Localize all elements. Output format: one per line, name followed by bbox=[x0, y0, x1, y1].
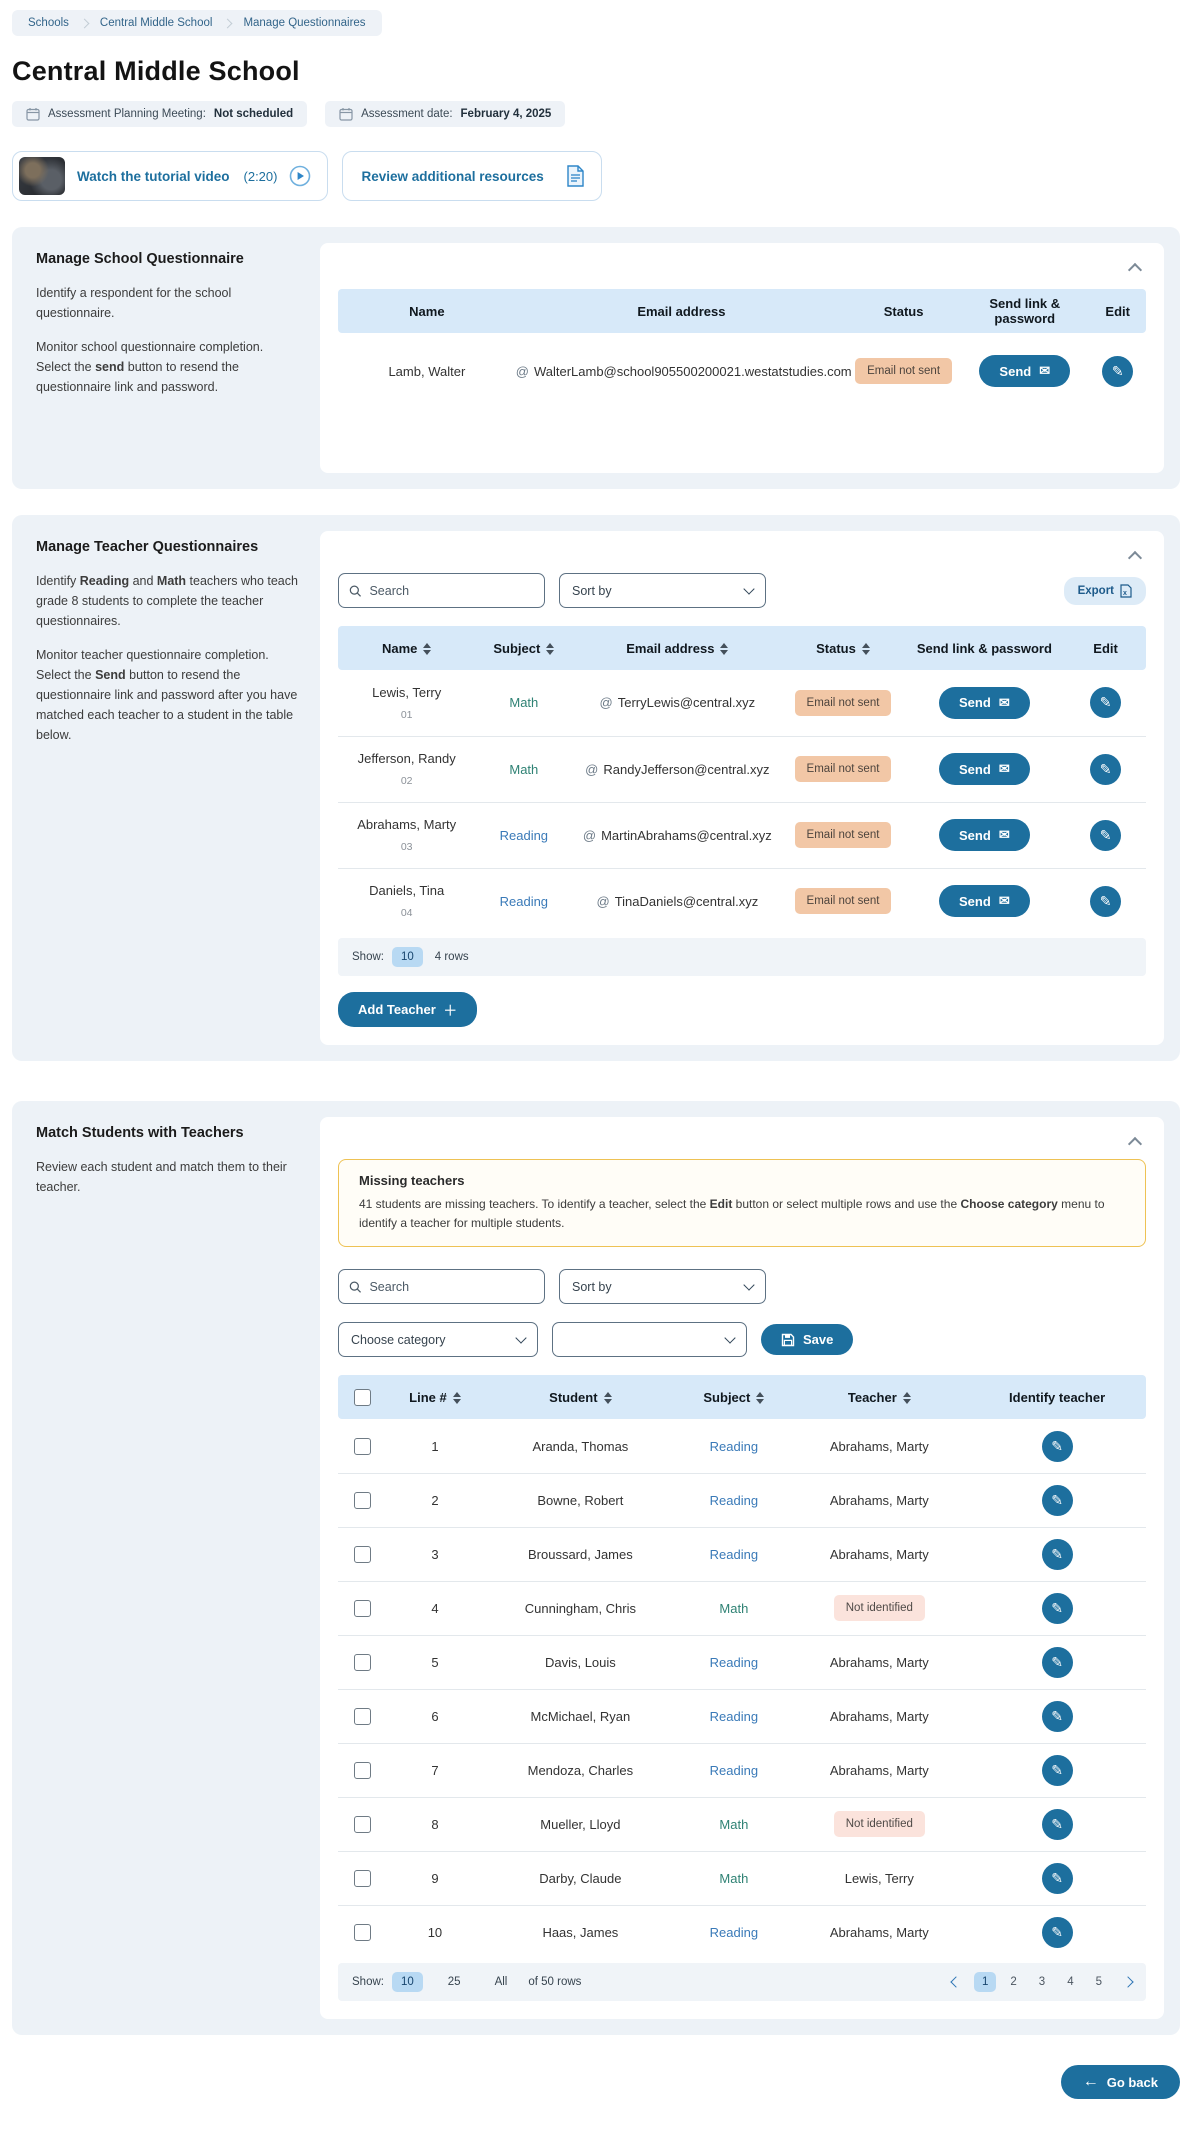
edit-pencil-icon: ✎ bbox=[1099, 694, 1112, 711]
student-name: Darby, Claude bbox=[483, 1851, 677, 1905]
envelope-icon: ✉ bbox=[998, 893, 1010, 909]
chevron-down-icon bbox=[743, 1280, 754, 1291]
row-select-cell bbox=[338, 1797, 386, 1851]
teacher-email: @ MartinAbrahams@central.xyz bbox=[572, 802, 782, 868]
row-select-cell bbox=[338, 1419, 386, 1473]
school-section-title: Manage School Questionnaire bbox=[36, 251, 244, 267]
next-page-icon[interactable] bbox=[1122, 1977, 1133, 1988]
line-number: 8 bbox=[386, 1797, 483, 1851]
row-checkbox[interactable] bbox=[354, 1492, 371, 1509]
row-checkbox[interactable] bbox=[354, 1438, 371, 1455]
identify-teacher-button[interactable] bbox=[1042, 1431, 1073, 1462]
teacher-email: @ TinaDaniels@central.xyz bbox=[596, 893, 759, 909]
send-cell bbox=[904, 802, 1066, 868]
student-table-footer bbox=[338, 1963, 1146, 2001]
school-questionnaire-section bbox=[12, 227, 1180, 489]
table-row bbox=[338, 1527, 1146, 1581]
identify-cell bbox=[968, 1635, 1146, 1689]
envelope-icon: ✉ bbox=[1039, 363, 1051, 378]
student-teacher bbox=[790, 1797, 968, 1851]
send-button[interactable]: Send ✉ bbox=[939, 753, 1030, 785]
page-2[interactable]: 2 bbox=[1010, 1976, 1017, 1989]
svg-text:x: x bbox=[1123, 589, 1127, 597]
edit-button[interactable] bbox=[1090, 754, 1121, 785]
student-subject: Reading bbox=[709, 1925, 759, 1941]
teacher-table-footer bbox=[338, 938, 1146, 976]
identify-teacher-button[interactable] bbox=[1042, 1863, 1073, 1894]
export-button[interactable]: Export x bbox=[1064, 577, 1146, 605]
chevron-down-icon bbox=[515, 1333, 526, 1344]
table-row bbox=[338, 1581, 1146, 1635]
page-4[interactable]: 4 bbox=[1067, 1976, 1074, 1989]
search-icon bbox=[349, 1280, 361, 1294]
school-section-p2: Monitor school questionnaire completion. Select the send button to resend the questionnaire link and password. bbox=[36, 340, 264, 394]
match-assign-controls bbox=[338, 1322, 1146, 1357]
table-row bbox=[338, 1851, 1146, 1905]
student-teacher: Abrahams, Marty bbox=[790, 1689, 968, 1743]
teacher-name: Lewis, Terry 01 bbox=[338, 670, 475, 736]
match-section-description: Review each student and match them to their teacher. bbox=[36, 1160, 287, 1194]
page-title: Central Middle School bbox=[12, 56, 300, 86]
col-email: Email address bbox=[516, 289, 847, 333]
edit-button[interactable] bbox=[1090, 687, 1121, 718]
line-number: 6 bbox=[386, 1689, 483, 1743]
breadcrumb bbox=[12, 10, 382, 36]
table-header-row bbox=[338, 289, 1146, 333]
at-icon: @ bbox=[596, 893, 610, 909]
row-checkbox[interactable] bbox=[354, 1816, 371, 1833]
table-row bbox=[338, 1905, 1146, 1959]
identify-cell bbox=[968, 1905, 1146, 1959]
identify-cell bbox=[968, 1743, 1146, 1797]
breadcrumb-school[interactable]: Central Middle School bbox=[99, 17, 213, 29]
planning-meeting-label: Assessment Planning Meeting: bbox=[48, 108, 206, 120]
row-select-cell bbox=[338, 1635, 386, 1689]
match-students-section bbox=[12, 1101, 1180, 2035]
student-name: Mueller, Lloyd bbox=[483, 1797, 677, 1851]
teacher-controls bbox=[338, 573, 1146, 608]
line-number: 10 bbox=[427, 1925, 443, 1941]
assessment-date-value: February 4, 2025 bbox=[460, 108, 552, 120]
student-teacher bbox=[790, 1581, 968, 1635]
table-row bbox=[338, 670, 1146, 736]
sort-icon[interactable] bbox=[903, 1392, 911, 1404]
respondent-name: Lamb, Walter bbox=[388, 363, 466, 379]
student-search-input[interactable] bbox=[369, 1280, 534, 1294]
table-row bbox=[338, 736, 1146, 802]
student-teacher: Abrahams, Marty bbox=[790, 1419, 968, 1473]
status-badge: Email not sent bbox=[795, 822, 892, 848]
table-header-row bbox=[338, 1375, 1146, 1419]
col-line[interactable]: Line # bbox=[386, 1375, 483, 1419]
identify-teacher-button[interactable] bbox=[1042, 1701, 1073, 1732]
add-teacher-button[interactable]: Add Teacher ＋ bbox=[338, 992, 477, 1027]
select-all-cell bbox=[338, 1375, 386, 1419]
student-sort-select[interactable]: Sort by bbox=[559, 1269, 766, 1304]
chevron-right-icon bbox=[223, 18, 233, 28]
student-name: Bowne, Robert bbox=[483, 1473, 677, 1527]
table-row bbox=[338, 802, 1146, 868]
page-size-25[interactable]: 25 bbox=[447, 1976, 461, 1989]
missing-teachers-warning bbox=[338, 1159, 1146, 1247]
row-select-cell bbox=[338, 1689, 386, 1743]
edit-pencil-icon: ✎ bbox=[1099, 826, 1112, 843]
at-icon: @ bbox=[515, 363, 529, 379]
student-name: Cunningham, Chris bbox=[483, 1581, 677, 1635]
status-cell bbox=[782, 802, 903, 868]
identify-teacher-button[interactable] bbox=[1042, 1917, 1073, 1948]
edit-pencil-icon: ✎ bbox=[1051, 1761, 1063, 1778]
send-cell bbox=[904, 736, 1066, 802]
identify-cell bbox=[968, 1797, 1146, 1851]
row-checkbox[interactable] bbox=[354, 1600, 371, 1617]
envelope-icon: ✉ bbox=[998, 761, 1010, 776]
student-subject: Math bbox=[677, 1797, 790, 1851]
sort-icon[interactable] bbox=[423, 643, 431, 655]
student-name: Haas, James bbox=[542, 1925, 619, 1941]
table-row bbox=[338, 1743, 1146, 1797]
assessment-date-badge bbox=[325, 101, 565, 127]
sort-icon[interactable] bbox=[862, 643, 870, 655]
envelope-icon: ✉ bbox=[998, 694, 1010, 710]
warning-title: Missing teachers bbox=[359, 1173, 465, 1188]
student-teacher: Abrahams, Marty bbox=[829, 1925, 929, 1941]
edit-pencil-icon: ✎ bbox=[1051, 1545, 1063, 1562]
show-label: Show: bbox=[352, 951, 384, 963]
sort-icon[interactable] bbox=[720, 643, 728, 655]
edit-cell bbox=[1089, 333, 1146, 409]
table-header-row bbox=[338, 626, 1146, 670]
edit-pencil-icon: ✎ bbox=[1051, 1869, 1063, 1886]
row-checkbox[interactable] bbox=[354, 1870, 371, 1887]
calendar-icon bbox=[26, 107, 40, 121]
breadcrumb-schools[interactable]: Schools bbox=[28, 17, 69, 29]
send-cell bbox=[904, 670, 1066, 736]
row-select-cell bbox=[338, 1581, 386, 1635]
teacher-section-intro bbox=[28, 531, 320, 1045]
page-size-all[interactable]: All bbox=[494, 1976, 508, 1989]
at-icon: @ bbox=[582, 827, 597, 843]
col-status: Status bbox=[847, 289, 960, 333]
student-subject: Reading bbox=[677, 1689, 790, 1743]
breadcrumb-manage-questionnaires[interactable]: Manage Questionnaires bbox=[243, 17, 366, 29]
edit-cell bbox=[1065, 670, 1146, 736]
sort-icon[interactable] bbox=[604, 1392, 612, 1404]
row-checkbox[interactable] bbox=[354, 1762, 371, 1779]
col-email[interactable]: Email address bbox=[572, 626, 782, 670]
identify-teacher-button[interactable] bbox=[1042, 1647, 1073, 1678]
student-subject: Math bbox=[677, 1851, 790, 1905]
student-teacher: Abrahams, Marty bbox=[790, 1473, 968, 1527]
edit-pencil-icon: ✎ bbox=[1051, 1599, 1063, 1616]
identify-cell bbox=[968, 1473, 1146, 1527]
table-row bbox=[338, 1635, 1146, 1689]
respondent-email: @ WalterLamb@school905500200021.westatstudies.com bbox=[515, 363, 852, 379]
assessment-date-label: Assessment date: bbox=[361, 108, 453, 120]
envelope-icon: ✉ bbox=[998, 827, 1010, 842]
additional-resources-label: Review additional resources bbox=[361, 168, 544, 184]
line-number: 4 bbox=[386, 1581, 483, 1635]
row-select-cell bbox=[338, 1743, 386, 1797]
student-subject: Reading bbox=[677, 1473, 790, 1527]
edit-cell bbox=[1065, 736, 1146, 802]
identify-teacher-button[interactable] bbox=[1042, 1539, 1073, 1570]
warning-text: 41 students are missing teachers. To identify a teacher, select the Edit button or select multiple rows and use the Choose category menu to identify a teacher for multiple students. bbox=[359, 1197, 1105, 1231]
match-students-table bbox=[338, 1375, 1146, 1959]
table-row bbox=[338, 1797, 1146, 1851]
identify-teacher-button[interactable] bbox=[1042, 1485, 1073, 1516]
page-size-10[interactable]: 10 bbox=[392, 1972, 423, 1992]
edit-cell bbox=[1065, 802, 1146, 868]
student-teacher: Abrahams, Marty bbox=[790, 1635, 968, 1689]
teacher-value-select[interactable] bbox=[552, 1322, 747, 1357]
student-subject: Reading bbox=[677, 1635, 790, 1689]
line-number: 3 bbox=[386, 1527, 483, 1581]
teacher-subject: Math bbox=[475, 670, 572, 736]
school-section-intro bbox=[28, 243, 320, 473]
resource-cards bbox=[12, 151, 1180, 201]
status-cell bbox=[782, 736, 903, 802]
collapse-chevron-icon[interactable] bbox=[1128, 1137, 1142, 1151]
send-cell bbox=[960, 333, 1089, 409]
student-teacher: Abrahams, Marty bbox=[790, 1527, 968, 1581]
prev-page-icon[interactable] bbox=[950, 1977, 961, 1988]
status-badge: Email not sent bbox=[795, 756, 892, 782]
teacher-search bbox=[338, 573, 545, 608]
page-5[interactable]: 5 bbox=[1095, 1976, 1102, 1989]
table-row bbox=[338, 1689, 1146, 1743]
col-subject[interactable]: Subject bbox=[475, 626, 572, 670]
student-teacher: Abrahams, Marty bbox=[790, 1743, 968, 1797]
table-row bbox=[338, 333, 1146, 409]
additional-resources-card[interactable] bbox=[342, 151, 601, 201]
edit-button[interactable] bbox=[1102, 356, 1133, 387]
chevron-down-icon bbox=[743, 583, 754, 594]
identify-cell bbox=[968, 1689, 1146, 1743]
col-status[interactable]: Status bbox=[782, 626, 903, 670]
sort-icon[interactable] bbox=[546, 643, 554, 655]
save-floppy-icon bbox=[781, 1333, 795, 1347]
teacher-name: Jefferson, Randy 02 bbox=[338, 736, 475, 802]
teacher-search-input[interactable] bbox=[369, 584, 534, 598]
row-checkbox[interactable] bbox=[354, 1708, 371, 1725]
page-size-10[interactable]: 10 bbox=[392, 947, 423, 967]
status-cell bbox=[847, 333, 960, 409]
line-number: 1 bbox=[386, 1419, 483, 1473]
sort-icon[interactable] bbox=[756, 1392, 764, 1404]
edit-cell bbox=[1065, 868, 1146, 934]
teacher-email: @ RandyJefferson@central.xyz bbox=[572, 736, 782, 802]
row-count: of 50 rows bbox=[528, 1976, 582, 1989]
match-section-title: Match Students with Teachers bbox=[36, 1125, 244, 1141]
col-name: Name bbox=[338, 289, 516, 333]
identify-cell bbox=[968, 1581, 1146, 1635]
edit-pencil-icon: ✎ bbox=[1051, 1491, 1063, 1508]
edit-button[interactable] bbox=[1090, 820, 1121, 851]
teacher-sort-select[interactable]: Sort by bbox=[559, 573, 766, 608]
tutorial-video-card[interactable] bbox=[12, 151, 328, 201]
school-section-p1: Identify a respondent for the school questionnaire. bbox=[36, 286, 232, 320]
student-subject: Reading bbox=[677, 1527, 790, 1581]
planning-meeting-value: Not scheduled bbox=[213, 108, 294, 120]
edit-pencil-icon: ✎ bbox=[1051, 1815, 1063, 1832]
match-section-intro bbox=[28, 1117, 320, 2019]
status-badge: Email not sent bbox=[795, 690, 892, 716]
teacher-number: 01 bbox=[400, 708, 413, 721]
row-select-cell bbox=[338, 1473, 386, 1527]
edit-pencil-icon: ✎ bbox=[1051, 1707, 1063, 1724]
col-teacher[interactable]: Teacher bbox=[790, 1375, 968, 1419]
col-subject[interactable]: Subject bbox=[677, 1375, 790, 1419]
select-all-checkbox[interactable] bbox=[354, 1389, 371, 1406]
row-select-cell bbox=[338, 1905, 386, 1959]
collapse-chevron-icon[interactable] bbox=[1128, 551, 1142, 565]
page-1[interactable]: 1 bbox=[974, 1972, 996, 1992]
teacher-number: 03 bbox=[400, 841, 413, 853]
student-subject: Math bbox=[677, 1581, 790, 1635]
line-number: 5 bbox=[386, 1635, 483, 1689]
edit-pencil-icon: ✎ bbox=[1051, 1924, 1063, 1941]
student-name: Davis, Louis bbox=[483, 1635, 677, 1689]
send-button[interactable]: Send ✉ bbox=[939, 819, 1030, 851]
student-name: Broussard, James bbox=[483, 1527, 677, 1581]
export-file-icon bbox=[1120, 584, 1132, 598]
teacher-section-p2: Monitor teacher questionnaire completion. Select the Send button to resend the questionnaire link and password after you have matched each teacher to a student in the table below. bbox=[36, 648, 298, 742]
col-edit: Edit bbox=[1065, 626, 1146, 670]
show-label: Show: bbox=[352, 1976, 384, 1989]
teacher-subject: Reading bbox=[499, 893, 549, 909]
table-row bbox=[338, 1473, 1146, 1527]
send-button[interactable]: Send ✉ bbox=[979, 355, 1070, 387]
teacher-questionnaires-section bbox=[12, 515, 1180, 1061]
student-name: McMichael, Ryan bbox=[483, 1689, 677, 1743]
row-checkbox[interactable] bbox=[354, 1924, 371, 1941]
identify-teacher-button[interactable] bbox=[1042, 1755, 1073, 1786]
table-row bbox=[338, 868, 1146, 934]
row-select-cell bbox=[338, 1851, 386, 1905]
send-cell bbox=[904, 868, 1066, 934]
chevron-right-icon bbox=[79, 18, 89, 28]
col-send: Send link & password bbox=[904, 626, 1066, 670]
col-send: Send link & password bbox=[960, 289, 1089, 333]
school-questionnaire-table bbox=[338, 289, 1146, 409]
student-teacher: Lewis, Terry bbox=[790, 1851, 968, 1905]
page-3[interactable]: 3 bbox=[1038, 1976, 1046, 1989]
teacher-section-card bbox=[320, 531, 1164, 1045]
save-button[interactable]: Save bbox=[761, 1324, 853, 1355]
plus-icon: ＋ bbox=[443, 1003, 457, 1018]
teacher-number: 04 bbox=[400, 907, 413, 920]
edit-pencil-icon: ✎ bbox=[1051, 1653, 1063, 1670]
row-count: 4 rows bbox=[434, 951, 469, 963]
status-badge: Email not sent bbox=[795, 888, 892, 914]
sort-icon[interactable] bbox=[453, 1392, 461, 1404]
tutorial-video-duration: (2:20) bbox=[243, 168, 278, 184]
identify-cell bbox=[968, 1851, 1146, 1905]
teacher-number: 02 bbox=[400, 775, 413, 787]
line-number: 7 bbox=[386, 1743, 483, 1797]
col-name[interactable]: Name bbox=[338, 626, 475, 670]
edit-pencil-icon: ✎ bbox=[1111, 362, 1124, 379]
go-back-button[interactable]: ← Go back bbox=[1061, 2065, 1180, 2099]
match-section-card bbox=[320, 1117, 1164, 2019]
teacher-name: Abrahams, Marty 03 bbox=[338, 802, 475, 868]
edit-pencil-icon: ✎ bbox=[1099, 760, 1112, 777]
line-number: 2 bbox=[386, 1473, 483, 1527]
identify-teacher-button[interactable] bbox=[1042, 1593, 1073, 1624]
status-cell bbox=[782, 670, 903, 736]
go-back-row bbox=[12, 2065, 1180, 2099]
status-badge: Email not sent bbox=[855, 358, 952, 384]
edit-pencil-icon: ✎ bbox=[1099, 892, 1112, 909]
video-thumbnail bbox=[19, 157, 65, 195]
chevron-down-icon bbox=[724, 1333, 735, 1344]
match-search-controls bbox=[338, 1269, 1146, 1304]
at-icon: @ bbox=[585, 761, 599, 777]
edit-button[interactable] bbox=[1090, 886, 1121, 917]
play-icon[interactable] bbox=[289, 165, 311, 187]
row-select-cell bbox=[338, 1527, 386, 1581]
teacher-section-title: Manage Teacher Questionnaires bbox=[36, 539, 259, 555]
student-name: Mendoza, Charles bbox=[483, 1743, 677, 1797]
teacher-section-p1: Identify Reading and Math teachers who teach grade 8 students to complete the teacher questionnaires. bbox=[36, 574, 298, 628]
teacher-name: Daniels, Tina 04 bbox=[338, 868, 475, 934]
not-identified-badge: Not identified bbox=[834, 1595, 925, 1621]
col-edit: Edit bbox=[1089, 289, 1146, 333]
teacher-email: @ TerryLewis@central.xyz bbox=[572, 670, 782, 736]
search-icon bbox=[349, 584, 361, 598]
identify-teacher-button[interactable] bbox=[1042, 1809, 1073, 1840]
student-name: Aranda, Thomas bbox=[483, 1419, 677, 1473]
row-checkbox[interactable] bbox=[354, 1654, 371, 1671]
identify-cell bbox=[968, 1419, 1146, 1473]
calendar-icon bbox=[339, 107, 353, 121]
student-subject: Reading bbox=[677, 1419, 790, 1473]
line-number: 9 bbox=[386, 1851, 483, 1905]
teacher-questionnaires-table bbox=[338, 626, 1146, 934]
teacher-subject: Reading bbox=[475, 802, 572, 868]
status-cell bbox=[782, 868, 903, 934]
row-checkbox[interactable] bbox=[354, 1546, 371, 1563]
student-subject: Reading bbox=[677, 1743, 790, 1797]
planning-meeting-badge bbox=[12, 101, 307, 127]
student-search bbox=[338, 1269, 545, 1304]
send-button[interactable]: Send ✉ bbox=[939, 687, 1030, 719]
info-badges bbox=[12, 101, 1180, 127]
tutorial-video-label: Watch the tutorial video bbox=[77, 168, 230, 184]
col-student[interactable]: Student bbox=[483, 1375, 677, 1419]
back-arrow-icon: ← bbox=[1082, 2073, 1099, 2091]
teacher-subject: Math bbox=[475, 736, 572, 802]
not-identified-badge: Not identified bbox=[834, 1811, 925, 1837]
school-section-card bbox=[320, 243, 1164, 473]
col-identify-teacher: Identify teacher bbox=[968, 1375, 1146, 1419]
identify-cell bbox=[968, 1527, 1146, 1581]
choose-category-select[interactable]: Choose category bbox=[338, 1322, 538, 1357]
table-row bbox=[338, 1419, 1146, 1473]
send-button[interactable]: Send ✉ bbox=[939, 885, 1030, 917]
at-icon: @ bbox=[599, 695, 613, 711]
document-icon bbox=[566, 165, 585, 187]
pagination bbox=[952, 1972, 1132, 1992]
edit-pencil-icon: ✎ bbox=[1051, 1437, 1063, 1454]
